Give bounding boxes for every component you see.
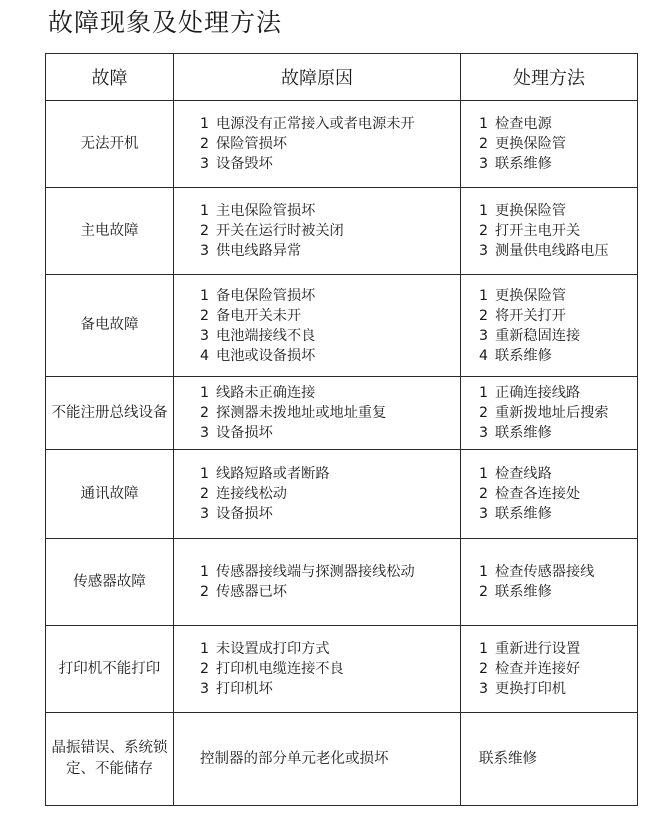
method-cell [461, 101, 638, 188]
cause-text: 保险管损坏 [216, 136, 287, 152]
method-line [479, 562, 636, 582]
method-number: 2 [479, 136, 489, 152]
table-row [46, 626, 638, 713]
method-line [479, 423, 636, 443]
cause-text: 打印机坏 [216, 681, 273, 697]
table-row [46, 275, 638, 377]
method-line [479, 346, 636, 366]
method-cell [461, 377, 638, 450]
method-number: 1 [479, 203, 489, 219]
method-line [479, 241, 636, 261]
method-number: 2 [479, 223, 489, 239]
method-number: 3 [479, 681, 489, 697]
table-row [46, 539, 638, 626]
cause-number: 3 [200, 681, 210, 697]
method-number: 1 [479, 116, 489, 132]
cause-line [200, 154, 459, 174]
method-text: 更换保险管 [495, 136, 566, 152]
method-text: 联系维修 [495, 425, 552, 441]
cause-line [200, 383, 459, 403]
table-row [46, 377, 638, 450]
cause-cell [174, 275, 461, 377]
method-number: 1 [479, 385, 489, 401]
method-cell [461, 275, 638, 377]
cause-cell: 控制器的部分单元老化或损坏 [174, 713, 461, 806]
method-text: 测量供电线路电压 [495, 243, 609, 259]
method-text: 更换保险管 [495, 203, 566, 219]
cause-line [200, 286, 459, 306]
method-text: 将开关打开 [495, 307, 566, 324]
method-line [479, 134, 636, 154]
method-text: 联系维修 [495, 156, 552, 172]
method-text: 联系维修 [495, 506, 552, 522]
cause-line [200, 114, 459, 134]
cause-line [200, 306, 459, 326]
method-line [479, 639, 636, 659]
fault-cell: 无法开机 [46, 101, 174, 188]
cause-line [200, 423, 459, 443]
cause-line [200, 221, 459, 241]
cause-text: 打印机电缆连接不良 [216, 661, 344, 677]
cause-text: 电池端接线不良 [216, 327, 316, 344]
cause-line [200, 562, 459, 582]
method-number: 1 [479, 466, 489, 482]
cause-text: 设备毁坏 [216, 156, 273, 172]
method-text: 检查各连接处 [495, 486, 581, 502]
fault-cell: 备电故障 [46, 275, 174, 377]
method-line [479, 326, 636, 346]
cause-text: 设备损坏 [216, 506, 273, 522]
fault-cell: 通讯故障 [46, 450, 174, 539]
method-line [479, 306, 636, 326]
page-title: 故障现象及处理方法 [48, 8, 283, 37]
method-text: 重新拨地址后搜索 [495, 405, 609, 421]
cause-cell [174, 377, 461, 450]
cause-text: 传感器已坏 [216, 584, 287, 600]
cause-text: 备电保险管损坏 [216, 287, 316, 304]
header-fault: 故障 [46, 54, 174, 101]
table-row [46, 713, 638, 806]
cause-cell [174, 101, 461, 188]
cause-text: 供电线路异常 [216, 243, 302, 259]
method-number: 3 [479, 506, 489, 522]
method-line [479, 201, 636, 221]
method-number: 2 [479, 661, 489, 677]
table-row [46, 101, 638, 188]
cause-number: 2 [200, 307, 210, 324]
method-number: 2 [479, 584, 489, 600]
method-line [479, 286, 636, 306]
method-line [479, 582, 636, 602]
method-text: 检查电源 [495, 116, 552, 132]
method-text: 检查传感器接线 [495, 564, 595, 580]
cause-number: 1 [200, 116, 210, 132]
cause-line [200, 241, 459, 261]
method-cell [461, 188, 638, 275]
method-line [479, 114, 636, 134]
method-text: 更换保险管 [495, 287, 566, 304]
method-number: 1 [479, 287, 489, 304]
method-number: 2 [479, 307, 489, 324]
cause-number: 3 [200, 425, 210, 441]
cause-line [200, 484, 459, 504]
cause-number: 1 [200, 641, 210, 657]
table-row [46, 188, 638, 275]
method-number: 4 [479, 347, 489, 364]
cause-text: 连接线松动 [216, 486, 287, 502]
method-text: 重新进行设置 [495, 641, 581, 657]
method-line [479, 383, 636, 403]
cause-line [200, 201, 459, 221]
cause-text: 备电开关未开 [216, 307, 302, 324]
method-line [479, 221, 636, 241]
method-cell [461, 539, 638, 626]
cause-number: 2 [200, 136, 210, 152]
cause-line [200, 464, 459, 484]
cause-text: 传感器接线端与探测器接线松动 [216, 564, 415, 580]
cause-cell [174, 539, 461, 626]
method-text: 联系维修 [495, 584, 552, 600]
method-cell [461, 450, 638, 539]
cause-number: 3 [200, 243, 210, 259]
method-cell [461, 626, 638, 713]
cause-text: 电源没有正常接入或者电源未开 [216, 116, 415, 132]
cause-number: 4 [200, 347, 210, 364]
cause-line [200, 403, 459, 423]
cause-number: 1 [200, 466, 210, 482]
cause-text: 设备损坏 [216, 425, 273, 441]
cause-cell [174, 626, 461, 713]
cause-line [200, 659, 459, 679]
cause-text: 开关在运行时被关闭 [216, 223, 344, 239]
method-text: 重新稳固连接 [495, 327, 581, 344]
method-line [479, 504, 636, 524]
cause-text: 探测器未拨地址或地址重复 [216, 405, 387, 421]
cause-line [200, 582, 459, 602]
method-number: 3 [479, 156, 489, 172]
cause-number: 1 [200, 564, 210, 580]
cause-text: 线路未正确连接 [216, 385, 316, 401]
cause-number: 2 [200, 661, 210, 677]
method-number: 1 [479, 564, 489, 580]
table-header-row [46, 54, 638, 101]
method-cell: 联系维修 [461, 713, 638, 806]
table-row [46, 450, 638, 539]
cause-number: 2 [200, 486, 210, 502]
cause-cell [174, 188, 461, 275]
cause-number: 2 [200, 584, 210, 600]
method-text: 更换打印机 [495, 681, 566, 697]
method-number: 1 [479, 641, 489, 657]
cause-number: 2 [200, 223, 210, 239]
method-line [479, 403, 636, 423]
cause-number: 1 [200, 203, 210, 219]
cause-line [200, 639, 459, 659]
cause-number: 3 [200, 506, 210, 522]
method-line [479, 659, 636, 679]
header-method: 处理方法 [461, 54, 638, 101]
cause-cell [174, 450, 461, 539]
cause-text: 线路短路或者断路 [216, 466, 330, 482]
cause-number: 1 [200, 385, 210, 401]
method-line [479, 464, 636, 484]
cause-text: 未设置成打印方式 [216, 641, 330, 657]
fault-table [45, 53, 638, 806]
cause-number: 1 [200, 287, 210, 304]
method-number: 2 [479, 405, 489, 421]
method-line [479, 484, 636, 504]
cause-line [200, 504, 459, 524]
method-text: 正确连接线路 [495, 385, 581, 401]
fault-cell: 不能注册总线设备 [46, 377, 174, 450]
cause-text: 主电保险管损坏 [216, 203, 316, 219]
fault-cell: 传感器故障 [46, 539, 174, 626]
method-text: 打开主电开关 [495, 223, 581, 239]
method-line [479, 154, 636, 174]
cause-line [200, 679, 459, 699]
cause-text: 电池或设备损坏 [216, 347, 316, 364]
method-number: 2 [479, 486, 489, 502]
fault-cell: 晶振错误、系统锁定、不能储存 [46, 713, 174, 806]
method-number: 3 [479, 243, 489, 259]
header-cause: 故障原因 [174, 54, 461, 101]
method-number: 3 [479, 327, 489, 344]
method-number: 3 [479, 425, 489, 441]
cause-number: 3 [200, 327, 210, 344]
fault-cell: 主电故障 [46, 188, 174, 275]
cause-line [200, 346, 459, 366]
cause-line [200, 134, 459, 154]
cause-number: 2 [200, 405, 210, 421]
cause-line [200, 326, 459, 346]
method-text: 检查线路 [495, 466, 552, 482]
method-line [479, 679, 636, 699]
method-text: 检查并连接好 [495, 661, 581, 677]
method-text: 联系维修 [495, 347, 552, 364]
cause-number: 3 [200, 156, 210, 172]
fault-cell: 打印机不能打印 [46, 626, 174, 713]
